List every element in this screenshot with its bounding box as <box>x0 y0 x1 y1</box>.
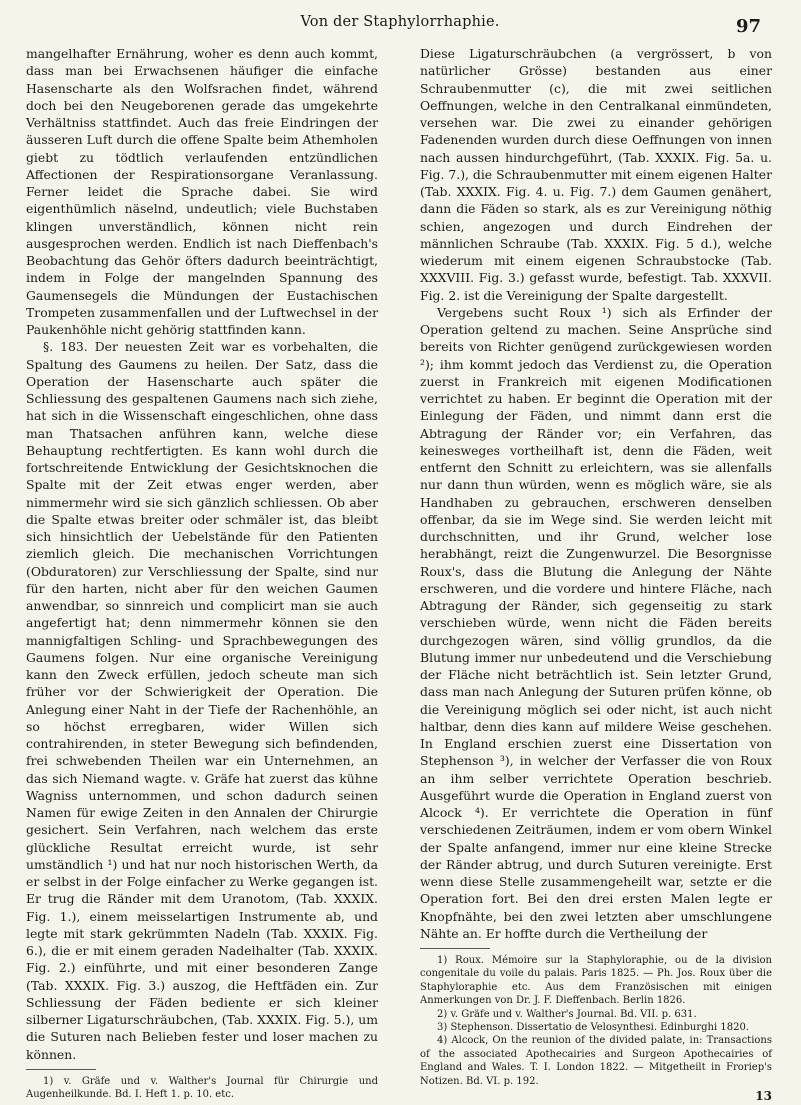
footnote: 1) Roux. Mémoire sur la Staphyloraphie, ou de la division congenitale du voile du palais. Paris 1825. — Ph. Jos. Roux über die Staphyloraphie etc. Aus dem Französischen mit einigen Anmerkungen von Dr. J. F. Dieffenbach. Berlin 1826. <box>420 955 772 1007</box>
right-column <box>420 45 772 1105</box>
running-head <box>0 14 801 44</box>
printer-signature: 13 <box>755 1089 772 1104</box>
page-number: 97 <box>735 16 761 37</box>
footnote-rule <box>26 1069 96 1070</box>
paragraph: Vergebens sucht Roux ¹) sich als Erfinder der Operation geltend zu machen. Seine Ansprüche sind bereits von Richter genügend zurückgewiesen worden ²); ihm kommt jedoch das Verdienst zu, die Operation zuerst in Frankreich mit eigenen Modificationen verrichtet zu haben. Er beginnt die Operation mit der Einlegung der Fäden, und nimmt dann erst die Abtragung der Ränder vor; ein Verfahren, das keinesweges vortheilhaft ist, denn die Fäden, weit entfernt den Schnitt zu erleichtern, was sie allenfalls nur dann thun würden, wenn es möglich wäre, sie als Handhaben zu gebrauchen, erschweren denselben offenbar, da sie im Wege sind. Sie werden leicht mit durchschnitten, und ihr Grund, welcher lose herabhängt, reizt die Zungenwurzel. Die Besorgnisse Roux's, dass die Blutung die Anlegung der Nähte erschweren, und die vordere und hintere Fläche, nach Abtragung der Ränder, sich gegenseitig zu stark verschieben würde, wenn nicht die Fäden bereits durchgezogen wären, sind völlig grundlos, da die Blutung immer nur unbedeutend und die Verschiebung der Fläche nicht beträchtlich ist. Sein letzter Grund, dass man nach Anlegung der Suturen prüfen könne, ob die Vereinigung möglich sei oder nicht, ist auch nicht haltbar, denn dies kann auf mildere Weise geschehen. In England erschien zuerst eine Dissertation von Stephenson ³), in welcher der Verfasser die von Roux an ihm selber verrichtete Operation beschrieb. Ausgeführt wurde die Operation in England zuerst von Alcock ⁴). Er verrichtete die Operation in fünf verschiedenen Zeiträumen, indem er vom obern Winkel der Spalte anfangend, immer nur eine kleine Strecke der Ränder abtrug, und durch Suturen vereinigte. Erst wenn diese Stelle zusammengeheilt war, setzte er die Operation fort. Bei den drei ersten Malen legte er Knopfnähte, bei den zwei letzten aber umschlungene Nähte an. Er hoffte durch die Vertheilung der <box>420 304 772 941</box>
left-column <box>26 45 378 1102</box>
paragraph: Diese Ligaturschräubchen (a vergrössert, b von natürlicher Grösse) bestanden aus einer Schraubenmutter (c), die mit zwei seitlichen Oeffnungen, welche in den Centralkanal einmündeten, versehen war. Die zwei zu einander gehörigen Fadenenden wurden durch diese Oeffnungen von innen nach aussen hindurchgeführt, (Tab. XXXIX. Fig. 5a. u. Fig. 7.), die Schraubenmutter mit einem eigenen Halter (Tab. XXXIX. Fig. 4. u. Fig. 7.) dem Gaumen genähert, dann die Fäden so stark, als es zur Vereinigung nöthig schien, angezogen und durch Eindrehen der männlichen Schraube (Tab. XXXIX. Fig. 5 d.), welche wiederum mit einem eigenen Schraubstocke (Tab. XXXVIII. Fig. 3.) gefasst wurde, befestigt. Tab. XXXVII. Fig. 2. ist die Vereinigung der Spalte dargestellt. <box>420 46 773 303</box>
running-title: Von der Staphylorrhaphie. <box>300 14 500 30</box>
paragraph: §. 183. Der neuesten Zeit war es vorbehalten, die Spaltung des Gaumens zu heilen. Der Satz, dass die Operation der Hasenscharte auch später die Schliessung des gespaltenen Gaumens nach sich ziehe, hat sich in die Wissenschaft eingeschlichen, ohne dass man Thatsachen anführen kann, welche diese Behauptung rechtfertigten. Es kann wohl durch die fortschreitende Entwicklung der Gesichtsknochen die Spalte mit der Zeit etwas enger werden, aber nimmermehr wird sie sich gänzlich schliessen. Ob aber die Spalte etwas breiter oder schmäler ist, das bleibt sich hinsichtlich der Uebelstände für den Patienten ziemlich gleich. Die mechanischen Vorrichtungen (Obduratoren) zur Verschliessung der Spalte, sind nur für den harten, nicht aber für den weichen Gaumen anwendbar, so sinnreich und complicirt man sie auch angefertigt hat; denn nimmermehr können sie den mannigfaltigen Schling- und Sprachbewegungen des Gaumens folgen. Nur eine organische Vereinigung kann den Zweck erfüllen, jedoch scheute man sich früher vor der Schwierigkeit der Operation. Die Anlegung einer Naht in der Tiefe der Rachenhöhle, an so höchst erregbaren, wider Willen sich contrahirenden, in steter Bewegung sich befindenden, frei schwebenden Theilen war ein Unternehmen, an das sich Niemand wagte. v. Gräfe hat zuerst das kühne Wagniss unternommen, und schon dadurch seinen Namen für ewige Zeiten in den Annalen der Chirurgie gesichert. Sein Verfahren, nach welchem das erste glückliche Resultat erreicht wurde, ist sehr umständlich ¹) und hat nur noch historischen Werth, da er selbst in der Folge einfacher zu Werke gegangen ist. Er trug die Ränder mit dem Uranotom, (Tab. XXXIX. Fig. 1.), einem meisselartigen Instrumente ab, und legte mit stark gekrümmten Nadeln (Tab. XXXIX. Fig. 6.), die er mit einem geraden Nadelhalter (Tab. XXXIX. Fig. 2.) einführte, und mit einer besonderen Zange (Tab. XXXIX. Fig. 3.) auszog, die Heftfäden ein. Zur Schliessung der Fäden bediente er sich kleiner silberner Ligaturschräubchen, (Tab. XXXIX. Fig. 5.), um die Suturen nach Belieben fester und loser machen zu können. <box>26 339 378 1062</box>
footnote: 3) Stephenson. Dissertatio de Velosynthesi. Edinburghi 1820. <box>437 1022 749 1034</box>
footnote: 1) v. Gräfe und v. Walther's Journal für Chirurgie und Augenheilkunde. Bd. I. Heft 1. p. 10. etc. <box>26 1075 378 1101</box>
footnote: 4) Alcock, On the reunion of the divided palate, in: Transactions of the associated Apothecairies and Surgeon Apothecairies of England and Wales. T. I. London 1822. — Mitgetheilt in Froriep's Notizen. Bd. VI. p. 192. <box>420 1035 772 1087</box>
paragraph: mangelhafter Ernährung, woher es denn auch kommt, dass man bei Erwachsenen häufiger die einfache Hasenscharte als den Wolfsrachen findet, während doch bei den Neugeborenen gerade das umgekehrte Verhältniss stattfindet. Auch das freie Eindringen der äusseren Luft durch die offene Spalte beim Athemholen giebt zu tödtlich verlaufenden entzündlichen Affectionen der Respirationsorgane Veranlassung. Ferner leidet die Sprache dabei. Sie wird eigenthümlich näselnd, undeutlich; viele Buchstaben klingen unverständlich, können nicht rein ausgesprochen werden. Endlich ist nach Dieffenbach's Beobachtung das Gehör öfters dadurch beeinträchtigt, indem in Folge der mangelnden Spannung des Gaumensegels die Mündungen der Eustachischen Trompeten zusammenfallen und der Luftwechsel in der Paukenhöhle nicht gehörig stattfinden kann. <box>26 46 378 337</box>
footnote: 2) v. Gräfe und v. Walther's Journal. Bd. VII. p. 631. <box>437 1008 697 1020</box>
footnote-rule <box>420 948 490 949</box>
